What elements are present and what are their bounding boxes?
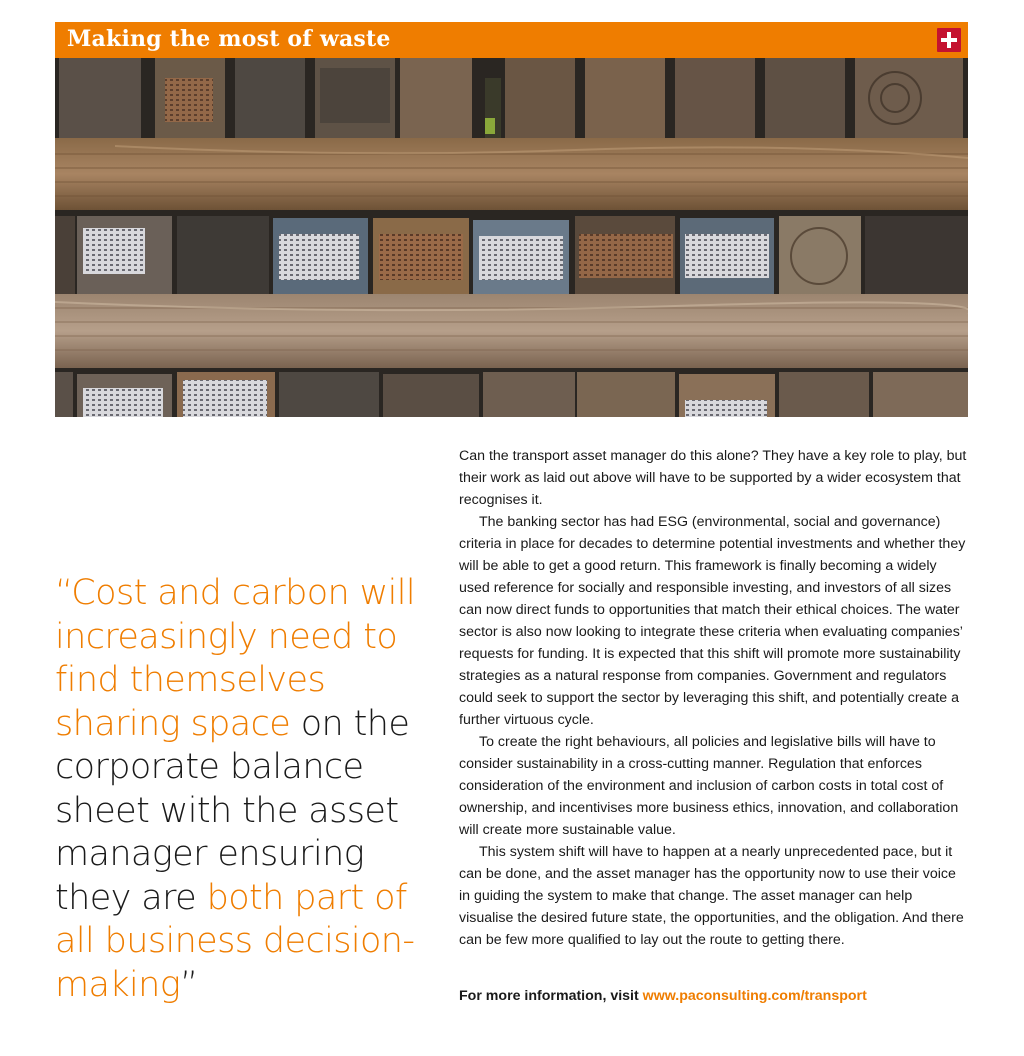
railway-sleepers-photo xyxy=(55,58,968,417)
paragraph: Can the transport asset manager do this alone? They have a key role to play, but their work as laid out above will have to be supported by a wider ecosystem that recognises it. xyxy=(459,448,967,508)
pull-quote xyxy=(55,572,440,1007)
paragraph: This system shift will have to happen at a nearly unprecedented pace, but it can be done, and the asset manager has the opportunity now to use their voice in guiding the system to make that change. The asset manager can help visualise the desired future state, the opportunities, and the obligation. And there can be few more qualified to lay out the route to getting there. xyxy=(459,844,964,948)
article-body xyxy=(459,445,969,951)
more-info-prefix: For more information, visit xyxy=(459,988,643,1004)
pull-quote-text: on the corporate balance sheet with the asset manager ensuring they are xyxy=(55,703,410,918)
paragraph: To create the right behaviours, all policies and legislative bills will have to consider sustainability in a cross-cutting manner. Regulation that enforces consideration of the environment and inclusion of carbon costs in total cost of ownership, and incentivises more business ethics, innovation, and collaboration will create more sustainable value. xyxy=(459,734,959,838)
section-header xyxy=(55,22,968,58)
section-title: Making the most of waste xyxy=(67,26,391,52)
more-info-line xyxy=(459,985,969,1007)
website-link[interactable]: www.paconsulting.com/transport xyxy=(642,988,867,1004)
pull-quote-highlight: Cost and carbon will increasingly need to find themselves sharing space xyxy=(55,573,416,744)
pull-quote-highlight: both part of all business decision-making xyxy=(55,877,415,1005)
pull-quote-open-mark: “ xyxy=(55,573,72,613)
pull-quote-close-mark: ” xyxy=(180,964,198,1005)
paragraph: The banking sector has had ESG (environmental, social and governance) criteria in place for decades to determine potential investments and whether they will be able to get a good return. This framework is finally becoming a widely used reference for socially and responsible investing, and investors of all sizes can now direct funds to opportunities that match their ethical choices. The water sector is also now looking to integrate these criteria when evaluating companies’ requests for funding. It is expected that this shift will promote more sustainability strategies as a natural response from companies. Government and regulators could seek to support the sector by leveraging this shift, and potentially create a further virtuous cycle. xyxy=(459,514,966,728)
plus-icon[interactable] xyxy=(937,28,961,52)
